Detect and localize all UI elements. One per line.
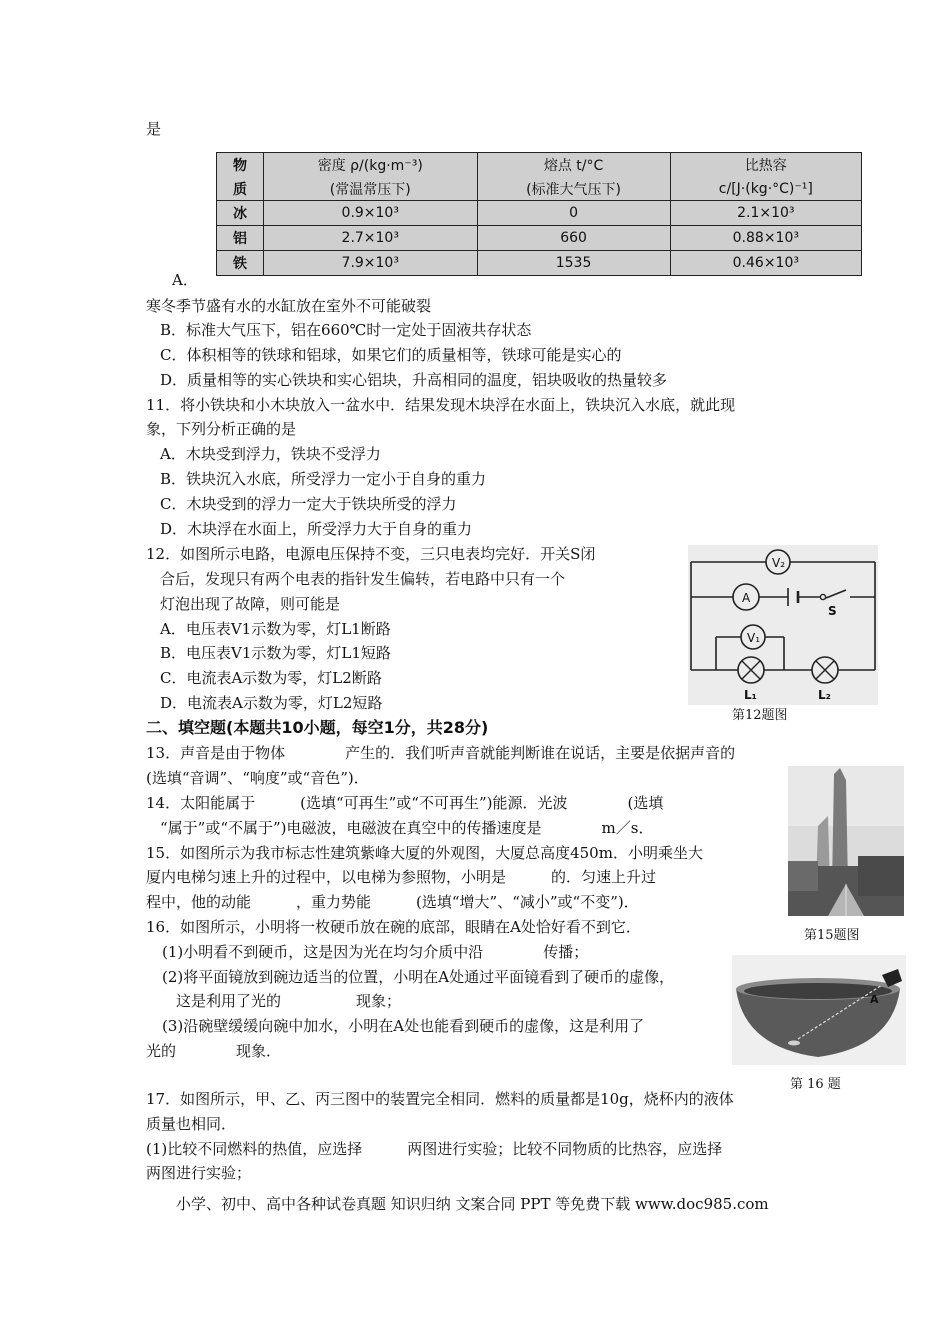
q11-option-c: C．木块受到的浮力一定大于铁块所受的浮力 xyxy=(160,495,457,513)
table-header-cell: 密度 ρ/(kg·m⁻³) xyxy=(264,153,478,177)
q16-part3: (3)沿碗壁缓缓向碗中加水，小明在A处也能看到硬币的虚像，这是利用了 xyxy=(162,1017,645,1035)
table-row xyxy=(217,251,862,276)
q14-stem-cont: “属于”或“不属于”)电磁波，电磁波在真空中的传播速度是 m／s． xyxy=(160,819,654,837)
q16-part1: (1)小明看不到硬币，这是因为光在均匀介质中沿 传播； xyxy=(162,943,589,961)
continuation-word: 是 xyxy=(146,120,162,138)
circuit-diagram xyxy=(688,545,878,705)
q13-stem: 13．声音是由于物体 产生的．我们听声音就能判断谁在说话，主要是依据声音的 xyxy=(146,744,736,762)
building-photo xyxy=(788,766,904,916)
fig16-caption: 第 16 题 xyxy=(790,1077,841,1092)
table-header-row xyxy=(217,153,862,177)
label-l2: L₂ xyxy=(818,688,831,702)
q10-option-c: C．体积相等的铁球和铝球，如果它们的质量相等，铁球可能是实心的 xyxy=(160,346,622,364)
q17-part1: (1)比较不同燃料的热值，应选择 两图进行实验；比较不同物质的比热容，应选择 xyxy=(146,1140,723,1158)
table-cell: 0.46×10³ xyxy=(670,251,861,276)
table-header-row xyxy=(217,177,862,201)
table-row xyxy=(217,226,862,251)
q11-option-a: A．木块受到浮力，铁块不受浮力 xyxy=(160,445,381,463)
q12-stem-cont2: 灯泡出现了故障，则可能是 xyxy=(160,595,341,613)
table-header-cell: (标准大气压下) xyxy=(477,177,670,201)
table-cell: 7.9×10³ xyxy=(264,251,478,276)
q15-stem-cont: 厦内电梯匀速上升的过程中，以电梯为参照物，小明是 的．匀速上升过 xyxy=(146,868,657,886)
q12-option-d: D．电流表A示数为零，灯L2短路 xyxy=(160,694,383,712)
bowl-illustration xyxy=(732,955,906,1065)
label-v1: V₁ xyxy=(747,631,761,645)
table-header-cell: 比热容 xyxy=(670,153,861,177)
q11-option-d: D．木块浮在水面上，所受浮力大于自身的重力 xyxy=(160,520,473,538)
table-cell: 2.7×10³ xyxy=(264,226,478,251)
q11-stem: 11．将小铁块和小木块放入一盆水中．结果发现木块浮在水面上，铁块沉入水底，就此现 xyxy=(146,396,736,414)
material-properties-table xyxy=(216,152,862,276)
label-eye-a: A xyxy=(870,993,879,1006)
table-header-cell: 质 xyxy=(217,177,264,201)
q11-option-b: B．铁块沉入水底，所受浮力一定小于自身的重力 xyxy=(160,470,487,488)
fig15-caption: 第15题图 xyxy=(804,928,860,943)
lamp-l1-icon xyxy=(738,657,764,683)
bowl-figure xyxy=(732,955,906,1065)
table-header-cell: 物 xyxy=(217,153,264,177)
q12-option-b: B．电压表V1示数为零，灯L1短路 xyxy=(160,644,391,662)
table-cell: 冰 xyxy=(217,201,264,226)
circuit-figure xyxy=(688,545,878,705)
table-row xyxy=(217,201,862,226)
q12-option-a: A．电压表V1示数为零，灯L1断路 xyxy=(160,620,391,638)
table-cell: 铝 xyxy=(217,226,264,251)
table-cell: 0 xyxy=(477,201,670,226)
q12-option-c: C．电流表A示数为零，灯L2断路 xyxy=(160,669,382,687)
building-photo-image xyxy=(788,766,904,916)
label-a: A xyxy=(742,591,751,605)
table-cell: 660 xyxy=(477,226,670,251)
q12-stem-cont: 合后，发现只有两个电表的指针发生偏转，若电路中只有一个 xyxy=(160,570,566,588)
table-header-cell: c/[J·(kg·°C)⁻¹] xyxy=(670,177,861,201)
table-cell: 铁 xyxy=(217,251,264,276)
label-v2: V₂ xyxy=(772,556,786,570)
switch-icon xyxy=(820,594,825,599)
q12-stem: 12．如图所示电路，电源电压保持不变，三只电表均完好．开关S闭 xyxy=(146,545,596,563)
table-header-cell: (常温常压下) xyxy=(264,177,478,201)
label-s: S xyxy=(828,604,837,618)
q14-stem: 14．太阳能属于 (选填“可再生”或“不可再生”)能源．光波 (选填 xyxy=(146,794,664,812)
q16-part2-cont: 这是利用了光的 现象； xyxy=(176,992,402,1010)
q15-stem: 15．如图所示为我市标志性建筑紫峰大厦的外观图，大厦总高度450m．小明乘坐大 xyxy=(146,844,703,862)
q15-stem-cont2: 程中，他的动能 ，重力势能 (选填“增大”、“减小”或“不变”)． xyxy=(146,893,639,911)
q13-stem-cont: (选填“音调”、“响度”或“音色”)． xyxy=(146,769,369,787)
q16-part2: (2)将平面镜放到碗边适当的位置，小明在A处通过平面镜看到了硬币的虚像， xyxy=(162,968,675,986)
table-header-cell: 熔点 t/°C xyxy=(477,153,670,177)
q10-option-d: D．质量相等的实心铁块和实心铝块，升高相同的温度，铝块吸收的热量较多 xyxy=(160,371,668,389)
table-cell: 0.88×10³ xyxy=(670,226,861,251)
q11-stem-cont: 象，下列分析正确的是 xyxy=(146,420,297,438)
footer-watermark: 小学、初中、高中各种试卷真题 知识归纳 文案合同 PPT 等免费下载 www.doc985.com xyxy=(176,1195,769,1213)
table-cell: 2.1×10³ xyxy=(670,201,861,226)
section-heading: 二、填空题(本题共10小题，每空1分，共28分) xyxy=(146,718,489,737)
q17-stem-cont: 质量也相同． xyxy=(146,1115,237,1133)
q10-option-a-label: A． xyxy=(172,271,198,289)
q17-part1-cont: 两图进行实验； xyxy=(146,1164,252,1182)
coin-icon xyxy=(788,1041,800,1046)
lamp-l2-icon xyxy=(812,657,838,683)
fig12-caption: 第12题图 xyxy=(732,708,788,723)
table-cell: 1535 xyxy=(477,251,670,276)
table-cell: 0.9×10³ xyxy=(264,201,478,226)
label-l1: L₁ xyxy=(744,688,757,702)
q10-option-b: B．标准大气压下，铝在660℃时一定处于固液共存状态 xyxy=(160,321,532,339)
q16-part3-cont: 光的 现象． xyxy=(146,1042,282,1060)
q10-option-a: 寒冬季节盛有水的水缸放在室外不可能破裂 xyxy=(146,297,432,315)
q17-stem: 17．如图所示，甲、乙、丙三图中的装置完全相同．燃料的质量都是10g，烧杯内的液体 xyxy=(146,1090,734,1108)
q16-stem: 16．如图所示，小明将一枚硬币放在碗的底部，眼睛在A处恰好看不到它． xyxy=(146,918,641,936)
